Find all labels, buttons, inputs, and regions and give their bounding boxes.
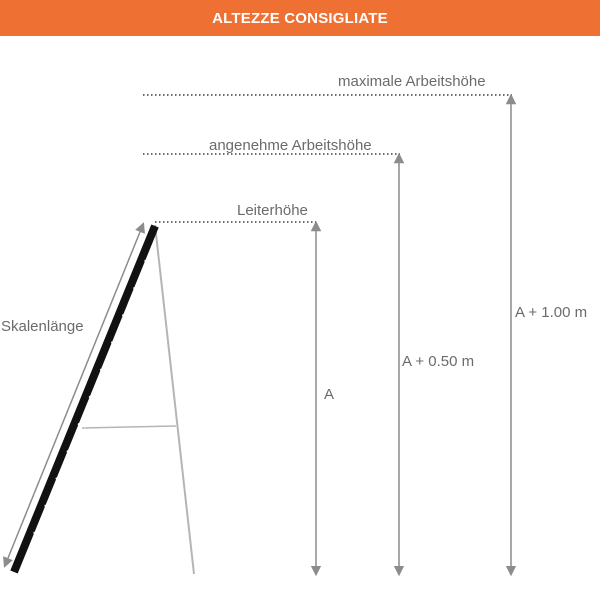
measure-a-label: A [324, 386, 335, 403]
measure-a-plus-050-label: A + 0.50 m [402, 353, 475, 370]
ladder-rung [78, 424, 85, 427]
ladder [14, 226, 155, 572]
ladder-rail [14, 226, 155, 572]
ladder-rung [67, 451, 74, 454]
scale-length-arrow [6, 227, 142, 563]
ladder-rung [122, 315, 129, 318]
ladder-rung [34, 533, 41, 536]
scale-length-label: Skalenlänge [1, 318, 84, 335]
ladder-rung [100, 369, 107, 372]
ladder-rung [133, 288, 140, 291]
comfortable-height-label: angenehme Arbeitshöhe [209, 137, 372, 154]
ladder-rung [45, 505, 52, 508]
ladder-rung [89, 397, 96, 400]
ladder-spreader-bar [82, 426, 176, 428]
ladder-rung [111, 342, 118, 345]
max-height-label: maximale Arbeitshöhe [338, 73, 486, 90]
ladder-rung [56, 478, 63, 481]
header-title: ALTEZZE CONSIGLIATE [212, 9, 388, 27]
measure-a-plus-100-label: A + 1.00 m [515, 304, 588, 321]
ladder-support-leg [155, 225, 194, 574]
ladder-height-label: Leiterhöhe [237, 202, 308, 219]
ladder-rung [145, 261, 152, 264]
ladder-rungs [34, 261, 152, 536]
